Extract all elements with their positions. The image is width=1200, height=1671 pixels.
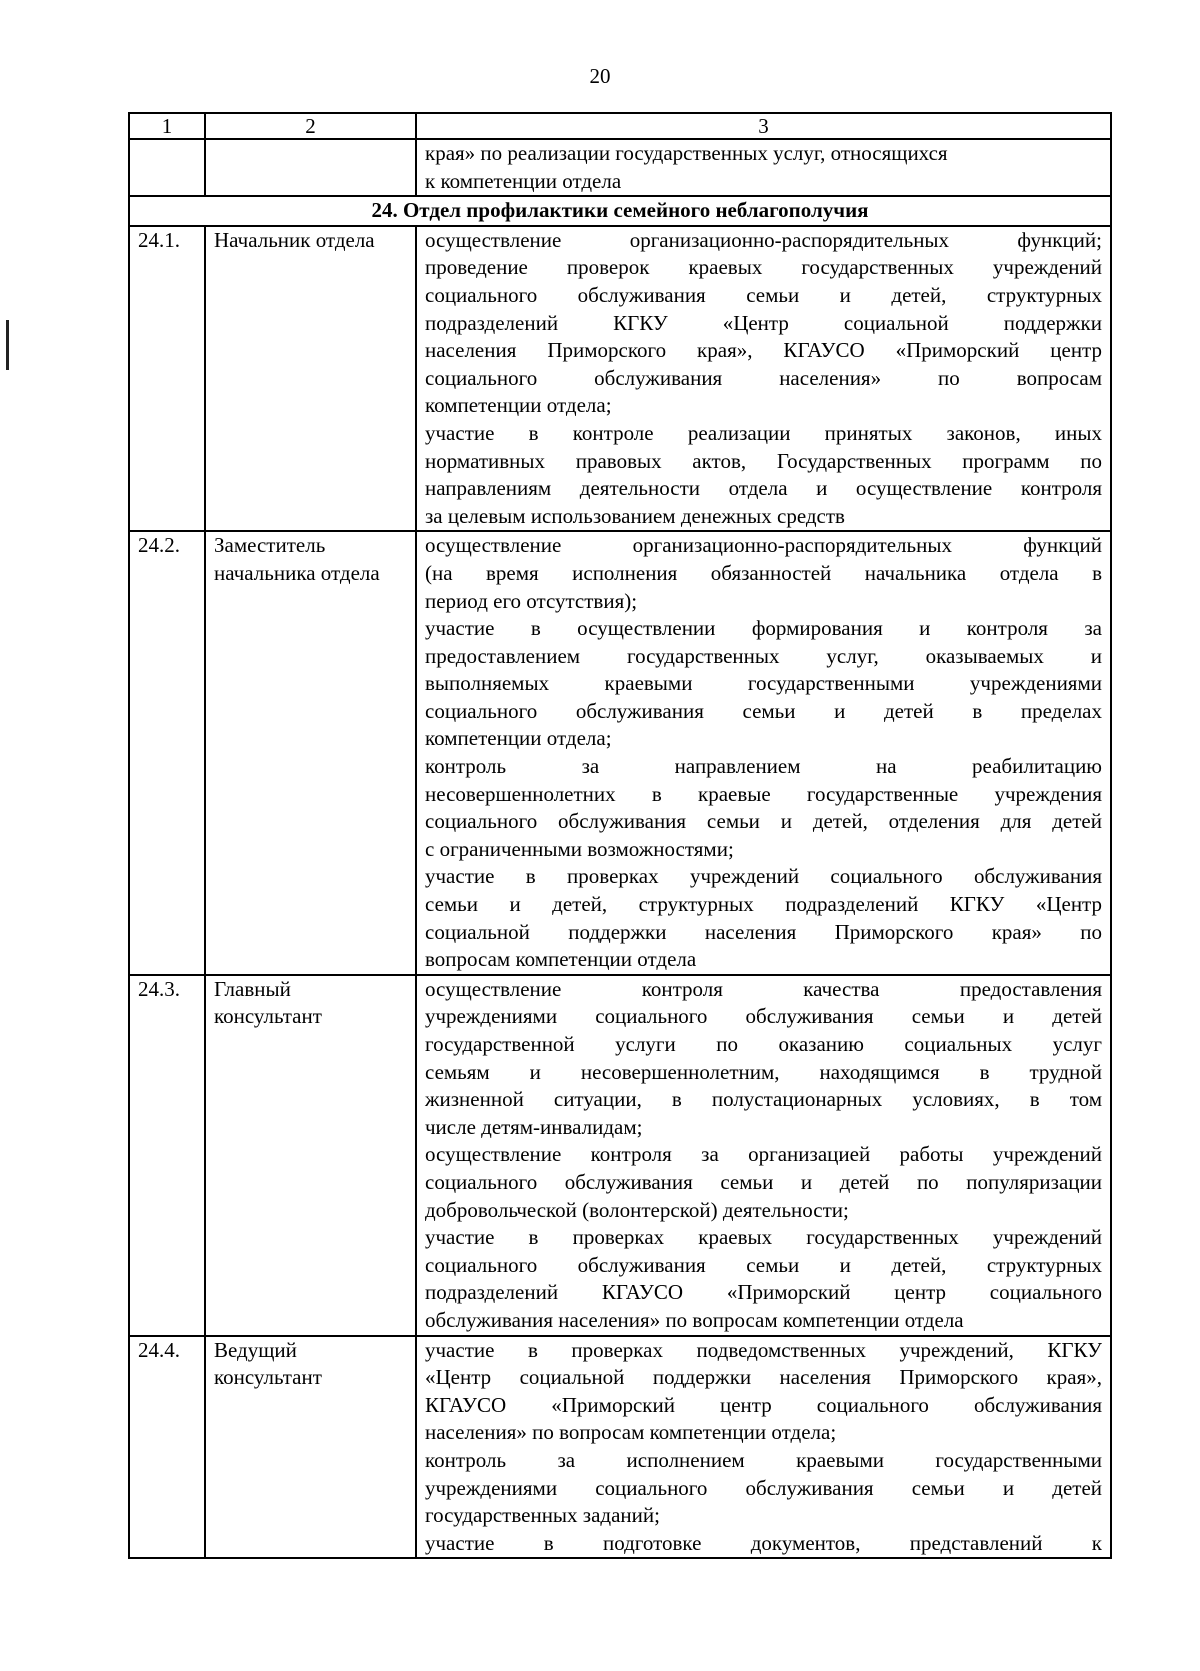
duty-line: «Центр социальной поддержки населения Приморского края», bbox=[425, 1365, 1102, 1390]
duty-line: КГАУСО «Приморский центр социального обслуживания bbox=[425, 1392, 1102, 1417]
duty-line: участие в подготовке документов, представлений к bbox=[425, 1530, 1102, 1555]
row-number: 24.3. bbox=[129, 975, 205, 1336]
duty-line: осуществление контроля качества предоставления bbox=[425, 976, 1102, 1001]
duty-line: контроль за исполнением краевыми государственными bbox=[425, 1447, 1102, 1472]
continuation-line: к компетенции отдела bbox=[425, 168, 622, 193]
continuation-position-cell bbox=[205, 139, 416, 196]
duty-line: обслуживания населения» по вопросам компетенции отдела bbox=[425, 1307, 964, 1332]
duty-line: участие в проверках учреждений социального обслуживания bbox=[425, 864, 1102, 889]
duty-line: предоставлением государственных услуг, оказываемых и bbox=[425, 643, 1102, 668]
row-number: 24.4. bbox=[129, 1336, 205, 1559]
duty-line: выполняемых краевыми государственными учреждениями bbox=[425, 671, 1102, 696]
duty-line: учреждениями социального обслуживания семьи и детей bbox=[425, 1475, 1102, 1500]
continuation-row bbox=[129, 139, 1111, 196]
continuation-num-cell bbox=[129, 139, 205, 196]
column-header-1: 1 bbox=[129, 113, 205, 139]
duty-line: осуществление контроля за организацией работы учреждений bbox=[425, 1142, 1102, 1167]
position-title bbox=[205, 531, 416, 975]
duty-line: осуществление организационно-распорядительных функций bbox=[425, 533, 1102, 558]
position-title bbox=[205, 1336, 416, 1559]
duty-line: учреждениями социального обслуживания семьи и детей bbox=[425, 1004, 1102, 1029]
duty-line: направлениям деятельности отдела и осуществление контроля bbox=[425, 476, 1102, 501]
duty-line: за целевым использованием денежных средств bbox=[425, 503, 845, 528]
position-line: Начальник отдела bbox=[214, 227, 375, 252]
table-row bbox=[129, 1336, 1111, 1559]
position-line: Главный bbox=[214, 976, 291, 1001]
duty-line: социального обслуживания семьи и детей, структурных bbox=[425, 282, 1102, 307]
duty-line: компетенции отдела; bbox=[425, 726, 612, 751]
duty-line: контроль за направлением на реабилитацию bbox=[425, 754, 1102, 779]
duty-line: подразделений КГКУ «Центр социальной поддержки bbox=[425, 310, 1102, 335]
duties-text bbox=[416, 975, 1111, 1336]
duty-line: социального обслуживания семьи и детей по популяризации bbox=[425, 1169, 1102, 1194]
duty-line: семьи и детей, структурных подразделений КГКУ «Центр bbox=[425, 892, 1102, 917]
duties-text bbox=[416, 226, 1111, 532]
position-line: Заместитель bbox=[214, 533, 326, 558]
column-header-2: 2 bbox=[205, 113, 416, 139]
duty-line: социального обслуживания семьи и детей в пределах bbox=[425, 698, 1102, 723]
duty-line: нормативных правовых актов, Государственных программ по bbox=[425, 448, 1102, 473]
table-row bbox=[129, 531, 1111, 975]
row-number: 24.2. bbox=[129, 531, 205, 975]
duty-line: компетенции отдела; bbox=[425, 393, 612, 418]
duty-line: государственных заданий; bbox=[425, 1503, 660, 1528]
duty-line: жизненной ситуации, в полустационарных условиях, в том bbox=[425, 1087, 1102, 1112]
row-number: 24.1. bbox=[129, 226, 205, 532]
section-title-row bbox=[129, 196, 1111, 226]
duty-line: вопросам компетенции отдела bbox=[425, 947, 697, 972]
duty-line: государственной услуги по оказанию социальных услуг bbox=[425, 1032, 1102, 1056]
duty-line: (на время исполнения обязанностей начальника отдела в bbox=[425, 560, 1102, 585]
duty-line: добровольческой (волонтерской) деятельности; bbox=[425, 1197, 849, 1222]
position-title bbox=[205, 226, 416, 532]
duty-line: социального обслуживания семьи и детей, структурных bbox=[425, 1252, 1102, 1277]
duty-line: участие в осуществлении формирования и контроля за bbox=[425, 616, 1102, 641]
duty-line: период его отсутствия); bbox=[425, 588, 638, 613]
duty-line: несовершеннолетних в краевые государственные учреждения bbox=[425, 781, 1102, 806]
duty-line: подразделений КГАУСО «Приморский центр социального bbox=[425, 1280, 1102, 1305]
duty-line: проведение проверок краевых государственных учреждений bbox=[425, 255, 1102, 280]
duty-line: населения Приморского края», КГАУСО «Приморский центр bbox=[425, 338, 1102, 363]
position-line: начальника отдела bbox=[214, 560, 380, 585]
duty-line: участие в контроле реализации принятых законов, иных bbox=[425, 420, 1102, 445]
duty-line: осуществление организационно-распорядительных функций; bbox=[425, 227, 1102, 252]
duty-line: социальной поддержки населения Приморского края» по bbox=[425, 919, 1102, 944]
duties-text bbox=[416, 531, 1111, 975]
duty-line: с ограниченными возможностями; bbox=[425, 836, 734, 861]
position-line: Ведущий bbox=[214, 1337, 297, 1362]
duty-line: участие в проверках краевых государственных учреждений bbox=[425, 1225, 1102, 1250]
scan-margin-mark bbox=[6, 320, 9, 370]
column-header-3: 3 bbox=[416, 113, 1111, 139]
staff-duties-table bbox=[128, 112, 1112, 1559]
section-title: 24. Отдел профилактики семейного неблагополучия bbox=[129, 196, 1111, 226]
table-header-row bbox=[129, 113, 1111, 139]
duty-line: участие в проверках подведомственных учреждений, КГКУ bbox=[425, 1337, 1102, 1362]
continuation-duties-cell bbox=[416, 139, 1111, 196]
continuation-line: края» по реализации государственных услуг, относящихся bbox=[425, 141, 948, 165]
position-line: консультант bbox=[214, 1004, 322, 1029]
duty-line: социального обслуживания населения» по вопросам bbox=[425, 365, 1102, 390]
duty-line: числе детям-инвалидам; bbox=[425, 1114, 643, 1139]
position-line: консультант bbox=[214, 1365, 322, 1390]
duty-line: населения» по вопросам компетенции отдела; bbox=[425, 1420, 837, 1445]
page-number: 20 bbox=[589, 64, 611, 88]
duty-line: семьям и несовершеннолетним, находящимся в трудной bbox=[425, 1059, 1102, 1084]
table-row bbox=[129, 226, 1111, 532]
table-row bbox=[129, 975, 1111, 1336]
duties-text bbox=[416, 1336, 1111, 1559]
duty-line: социального обслуживания семьи и детей, отделения для детей bbox=[425, 809, 1102, 834]
position-title bbox=[205, 975, 416, 1336]
